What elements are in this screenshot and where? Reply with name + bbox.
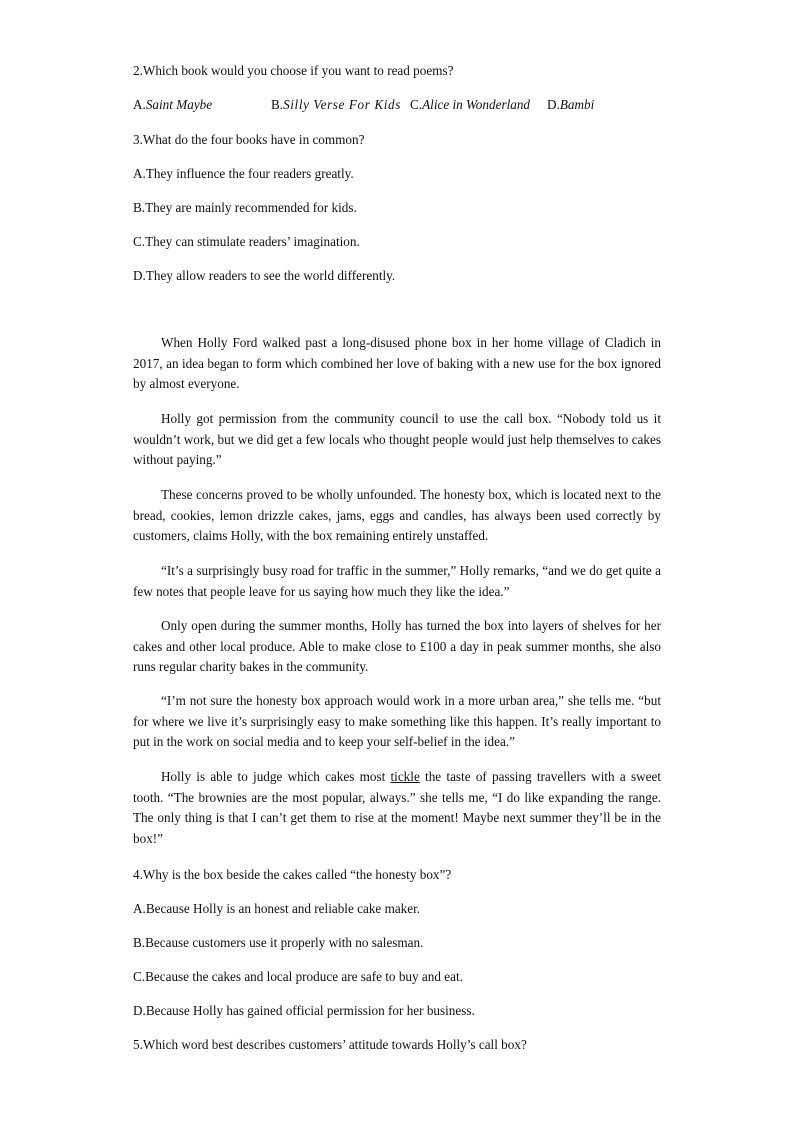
- question-4: 4.Why is the box beside the cakes called “the honesty box”?: [133, 867, 452, 882]
- passage-paragraph-1: When Holly Ford walked past a long-disused phone box in her home village of Cladich in 2017, an idea began to form which combined her love of baking with a new use for the box ignored by almost everyone.: [133, 335, 661, 392]
- question-3: 3.What do the four books have in common?: [133, 132, 365, 147]
- q4-option-c: C.Because the cakes and local produce are safe to buy and eat.: [133, 969, 463, 984]
- passage-paragraph-6: “I’m not sure the honesty box approach would work in a more urban area,” she tells me. “but for where we live it’s surprisingly easy to make something like this happen. It’s really important to put in the work on social media and to keep your self-belief in the idea.”: [133, 693, 661, 750]
- passage-paragraph-3: These concerns proved to be wholly unfounded. The honesty box, which is located next to the bread, cookies, lemon drizzle cakes, jams, eggs and candles, has always been used correctly by customers, claims Holly, with the box remaining entirely unstaffed.: [133, 487, 661, 544]
- q4-option-d: D.Because Holly has gained official permission for her business.: [133, 1003, 475, 1018]
- passage-paragraph-7: Holly is able to judge which cakes most tickle the taste of passing travellers with a sweet tooth. “The brownies are the most popular, always.” she tells me, “I do like expanding the range. The only thing is that I can’t get them to rise at the moment! Maybe next summer they’ll be in the box!”: [133, 769, 661, 847]
- q2-option-a: A.Saint Maybe: [133, 97, 213, 112]
- q2-option-c: C.Alice in Wonderland: [410, 97, 531, 112]
- passage-paragraph-2: Holly got permission from the community council to use the call box. “Nobody told us it wouldn’t work, but we did get a few locals who thought people would just help themselves to cakes without paying.”: [133, 411, 661, 468]
- question-5: 5.Which word best describes customers’ attitude towards Holly’s call box?: [133, 1037, 527, 1052]
- passage-paragraph-4: “It’s a surprisingly busy road for traffic in the summer,” Holly remarks, “and we do get quite a few notes that people leave for us saying how much they like the idea.”: [133, 563, 661, 599]
- q3-option-b: B.They are mainly recommended for kids.: [133, 200, 357, 215]
- q3-option-d: D.They allow readers to see the world differently.: [133, 268, 396, 283]
- q2-option-d: D.Bambi: [547, 97, 595, 112]
- question-2: 2.Which book would you choose if you want to read poems?: [133, 63, 454, 78]
- underlined-word: tickle: [390, 769, 420, 784]
- q4-option-b: B.Because customers use it properly with no salesman.: [133, 935, 424, 950]
- q4-option-a: A.Because Holly is an honest and reliable cake maker.: [133, 901, 421, 916]
- q3-option-c: C.They can stimulate readers’ imagination.: [133, 234, 360, 249]
- q3-option-a: A.They influence the four readers greatly.: [133, 166, 354, 181]
- q2-option-b: B.Silly Verse For Kids: [271, 97, 401, 112]
- passage-paragraph-5: Only open during the summer months, Holly has turned the box into layers of shelves for her cakes and other local produce. Able to make close to £100 a day in peak summer months, she also runs regular charity bakes in the community.: [133, 618, 661, 675]
